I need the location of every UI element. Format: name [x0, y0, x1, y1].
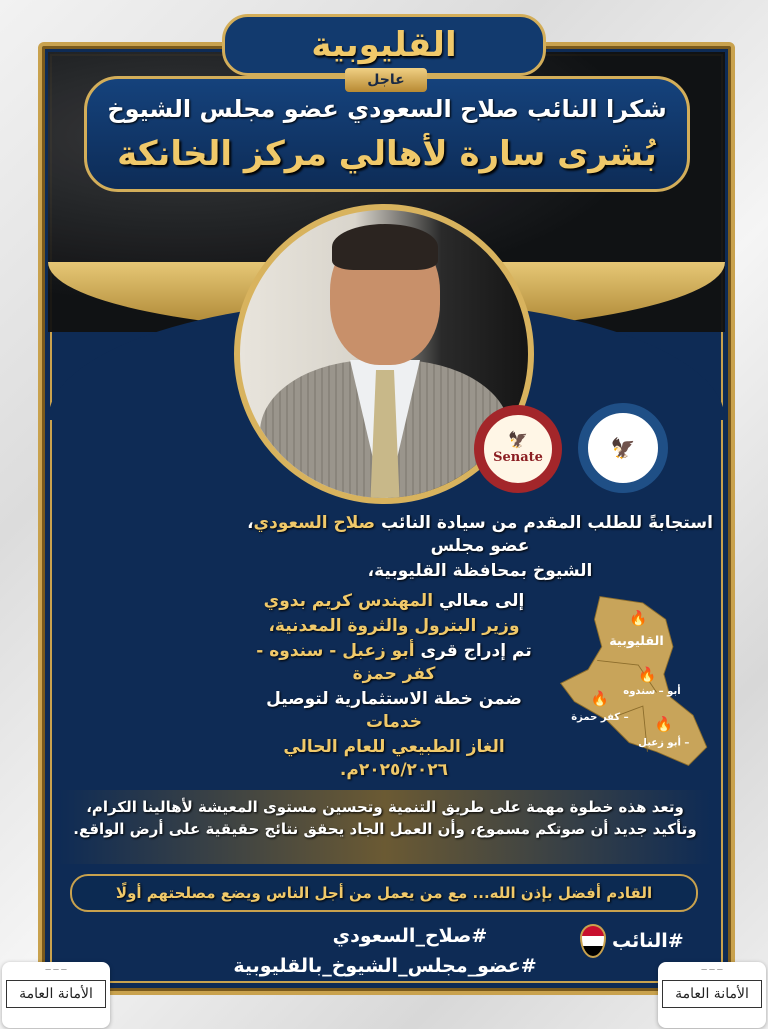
map-label-sandwa: أبو – سندوه: [623, 686, 681, 698]
stamp-header: — — —: [701, 966, 723, 973]
egypt-flag-pin-icon: [580, 924, 606, 958]
body-line-4: وزير البترول والثروة المعدنية،: [268, 616, 520, 636]
stamp-header: — — —: [45, 966, 67, 973]
hashtag-member[interactable]: #عضو_مجلس_الشيوخ_بالقليوبية: [233, 955, 537, 977]
statement-strip: [58, 790, 712, 864]
body-line-2: الشيوخ بمحافظة القليوبية،: [367, 561, 593, 581]
hashtag-mp[interactable]: #النائب: [612, 930, 684, 952]
header-headline: بُشرى سارة لأهالي مركز الخانكة: [117, 134, 657, 174]
body-details: [240, 590, 548, 784]
stamp-right: [658, 962, 766, 1028]
map-label-abu-zaabal: أبو زعبل –: [638, 737, 690, 749]
map-label-qalyubia: القليوبية: [609, 633, 664, 649]
statement-line-1: وتعد هذه خطوة مهمة على طريق التنمية وتحسين مستوى المعيشة لأهالينا الكرام،: [86, 798, 684, 816]
flame-icon: 🔥: [654, 715, 673, 733]
body-line-7: الغاز الطبيعي للعام الحالي ٢٠٢٥/٢٠٢٦م.: [283, 737, 505, 780]
body-line-1: استجابةً للطلب المقدم من سيادة النائب صلاح السعودي، عضو مجلس: [247, 513, 713, 556]
stamp-left-text: الأمانة العامة: [6, 980, 106, 1008]
portrait-hair: [332, 224, 438, 270]
header-line-1: شكرا النائب صلاح السعودي عضو مجلس الشيوخ: [107, 95, 667, 123]
stamp-right-text: الأمانة العامة: [662, 980, 762, 1008]
body-intro: [240, 512, 720, 585]
eagle-icon: 🦅: [508, 430, 528, 449]
closing-quote: القادم أفضل بإذن الله... مع من يعمل من أجل الناس ويضع مصلحتهم أولًا: [70, 874, 698, 912]
body-line-5: تم إدراج قرى أبو زعبل - سندوه - كفر حمزة: [256, 641, 532, 684]
statement-line-2: وتأكيد جديد أن صوتكم مسموع، وأن العمل الجاد يحقق نتائج حقيقية على أرض الواقع.: [73, 820, 697, 838]
senate-logo: [474, 405, 562, 493]
ministry-petroleum-logo: [578, 403, 668, 493]
hashtag-mp-group: [580, 924, 684, 958]
qalyubia-map: [556, 592, 716, 770]
flame-icon: 🔥: [638, 666, 657, 684]
body-line-6: ضمن خطة الاستثمارية لتوصيل خدمات: [266, 689, 522, 732]
senate-logo-title: Senate: [493, 450, 543, 465]
map-label-kafr-hamza: كفر حمزة –: [571, 711, 629, 723]
flame-icon: 🔥: [629, 610, 648, 628]
urgent-badge: عاجل: [345, 68, 427, 92]
governorate-badge: القليوبية: [222, 14, 546, 76]
flame-icon: 🔥: [590, 690, 610, 708]
hashtag-name[interactable]: #صلاح_السعودي: [332, 925, 488, 947]
eagle-icon: 🦅: [610, 436, 636, 460]
stamp-left: [2, 962, 110, 1028]
body-line-3: إلى معالي المهندس كريم بدوي: [263, 591, 525, 611]
